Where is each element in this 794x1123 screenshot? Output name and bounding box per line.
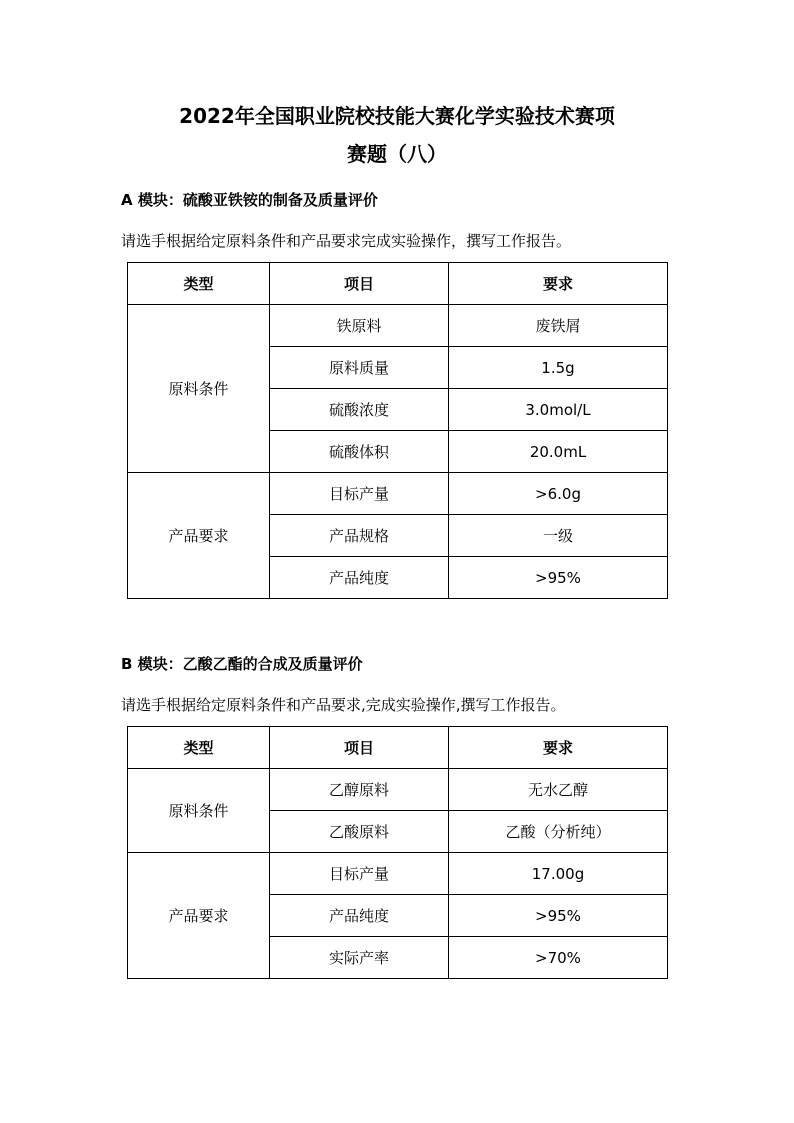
item-cell: 产品纯度	[270, 557, 449, 599]
module-a-table	[127, 262, 668, 599]
header-item: 项目	[270, 727, 449, 769]
table-header-row	[128, 263, 668, 305]
item-cell: 原料质量	[270, 347, 449, 389]
table-header-row	[128, 727, 668, 769]
module-b-intro: 请选手根据给定原料条件和产品要求,完成实验操作,撰写工作报告。	[121, 696, 566, 714]
requirement-cell: >95%	[449, 557, 668, 599]
module-a-intro: 请选手根据给定原料条件和产品要求完成实验操作，撰写工作报告。	[121, 232, 572, 250]
requirement-cell: >95%	[449, 895, 668, 937]
item-cell: 实际产率	[270, 937, 449, 979]
header-requirement: 要求	[449, 263, 668, 305]
module-a-heading: A 模块：硫酸亚铁铵的制备及质量评价	[121, 191, 378, 209]
group-type-cell: 原料条件	[128, 305, 270, 473]
item-cell: 乙醇原料	[270, 769, 449, 811]
requirement-cell: 17.00g	[449, 853, 668, 895]
table-row	[128, 769, 668, 811]
document-title-line-2: 赛题（八）	[347, 142, 447, 166]
item-cell: 目标产量	[270, 473, 449, 515]
item-cell: 产品纯度	[270, 895, 449, 937]
item-cell: 产品规格	[270, 515, 449, 557]
table-row	[128, 305, 668, 347]
requirement-cell: 废铁屑	[449, 305, 668, 347]
requirement-cell: 3.0mol/L	[449, 389, 668, 431]
requirement-cell: 一级	[449, 515, 668, 557]
module-b-heading: B 模块：乙酸乙酯的合成及质量评价	[121, 655, 363, 673]
table-row	[128, 853, 668, 895]
item-cell: 目标产量	[270, 853, 449, 895]
requirement-cell: >70%	[449, 937, 668, 979]
requirement-cell: >6.0g	[449, 473, 668, 515]
item-cell: 硫酸浓度	[270, 389, 449, 431]
requirement-cell: 无水乙醇	[449, 769, 668, 811]
header-item: 项目	[270, 263, 449, 305]
group-type-cell: 产品要求	[128, 853, 270, 979]
requirement-cell: 乙酸（分析纯）	[449, 811, 668, 853]
table-row	[128, 473, 668, 515]
requirement-cell: 1.5g	[449, 347, 668, 389]
item-cell: 铁原料	[270, 305, 449, 347]
item-cell: 硫酸体积	[270, 431, 449, 473]
header-requirement: 要求	[449, 727, 668, 769]
header-type: 类型	[128, 727, 270, 769]
group-type-cell: 原料条件	[128, 769, 270, 853]
item-cell: 乙酸原料	[270, 811, 449, 853]
group-type-cell: 产品要求	[128, 473, 270, 599]
requirement-cell: 20.0mL	[449, 431, 668, 473]
header-type: 类型	[128, 263, 270, 305]
document-title-line-1: 2022年全国职业院校技能大赛化学实验技术赛项	[179, 104, 615, 128]
module-b-table	[127, 726, 668, 979]
